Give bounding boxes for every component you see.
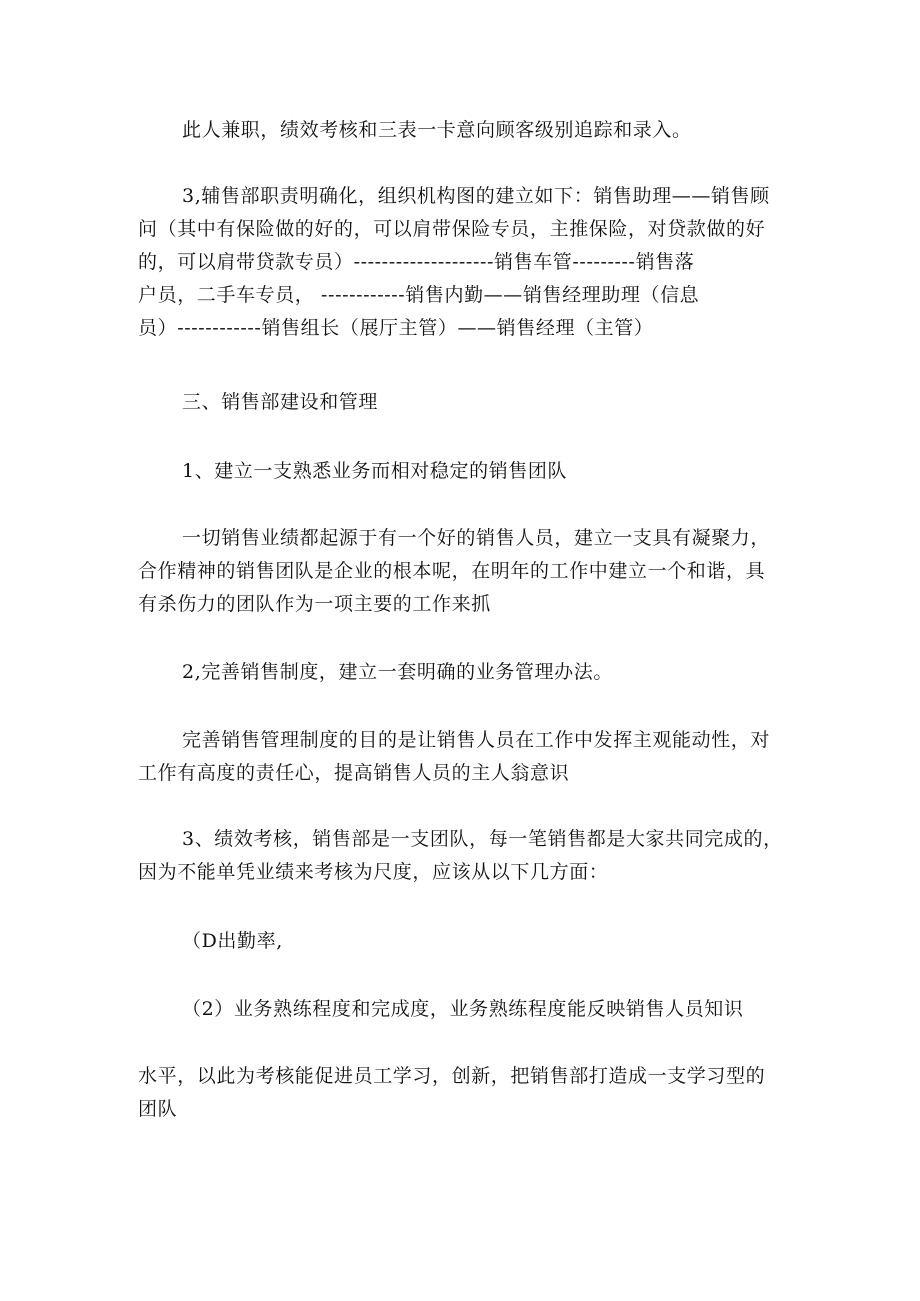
text-line: 合作精神的销售团队是企业的根本呢，在明年的工作中建立一个和谐，具: [138, 560, 766, 582]
paragraph-11: [138, 1060, 788, 1126]
text-line: 3、绩效考核，销售部是一支团队，每一笔销售都是大家共同完成的，: [182, 828, 783, 850]
subsection-heading-1: [138, 455, 788, 488]
text-line: 3,辅售部职责明确化，组织机构图的建立如下：销售助理——销售顾: [182, 185, 770, 207]
text-line: 此人兼职，绩效考核和三表一卡意向顾客级别追踪和录入。: [182, 119, 692, 141]
text-line: 员）------------销售组长（展厅主管）——销售经理（主管）: [138, 317, 654, 339]
text-line: 团队: [138, 1098, 178, 1120]
text-line: 一切销售业绩都起源于有一个好的销售人员，建立一支具有凝聚力，: [182, 527, 771, 549]
text-line: 的，可以肩带贷款专员）--------------------销售车管---------销售落: [138, 251, 695, 273]
text-line: 工作有高度的责任心，提高销售人员的主人翁意识: [138, 762, 570, 784]
text-line: 1、建立一支熟悉业务而相对稳定的销售团队: [182, 460, 568, 482]
paragraph-5: [138, 522, 788, 621]
list-item-2: [138, 993, 788, 1026]
text-line: 2,完善销售制度，建立一套明确的业务管理办法。: [182, 661, 613, 683]
section-heading: [138, 386, 788, 419]
text-line: 三、销售部建设和管理: [182, 391, 379, 413]
text-line: （2）业务熟练程度和完成度，业务熟练程度能反映销售人员知识: [182, 998, 744, 1020]
text-line: （D出勤率,: [182, 930, 283, 952]
paragraph-1: [138, 114, 788, 147]
text-line: 问（其中有保险做的好的，可以肩带保险专员，主推保险，对贷款做的好: [138, 218, 766, 240]
subsection-heading-2: [138, 656, 788, 689]
paragraph-7: [138, 724, 788, 790]
text-line: 完善销售管理制度的目的是让销售人员在工作中发挥主观能动性，对: [182, 729, 771, 751]
paragraph-8: [138, 823, 788, 889]
text-line: 有杀伤力的团队作为一项主要的工作来抓: [138, 593, 491, 615]
text-line: 因为不能单凭业绩来考核为尺度，应该从以下几方面：: [138, 861, 609, 883]
text-line: 水平，以此为考核能促进员工学习，创新，把销售部打造成一支学习型的: [138, 1065, 766, 1087]
text-line: 户员，二手车专员， ------------销售内勤——销售经理助理（信息: [138, 284, 700, 306]
list-item-1: [138, 925, 788, 958]
paragraph-2: [138, 180, 788, 345]
